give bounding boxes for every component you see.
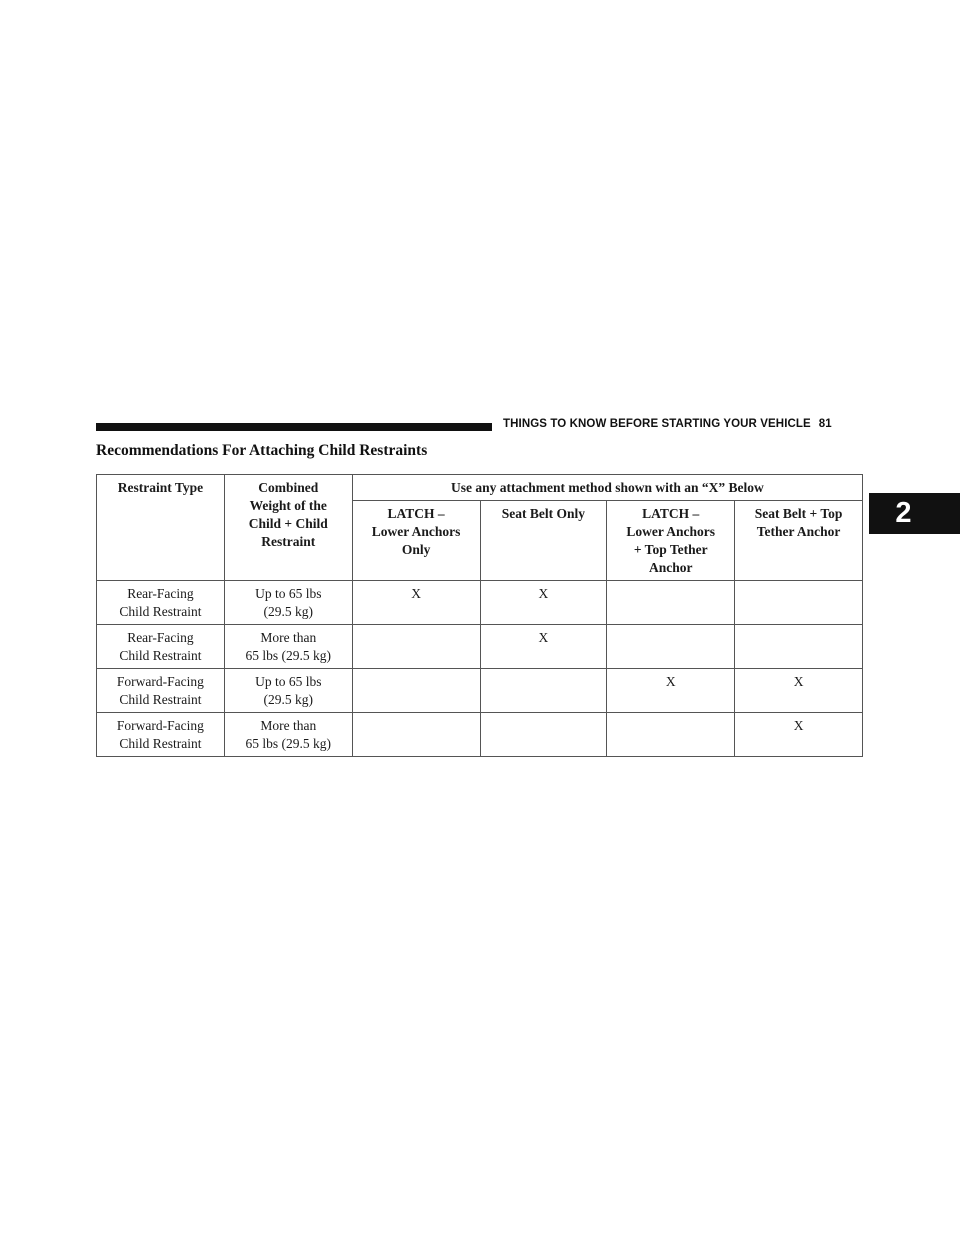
cell-mark-seat-belt: X <box>480 581 607 625</box>
cell-weight: Up to 65 lbs (29.5 kg) <box>224 669 352 713</box>
header-combined-weight: Combined Weight of the Child + Child Restraint <box>224 475 352 581</box>
header-latch-lower-anchors: LATCH – Lower Anchors Only <box>352 501 480 581</box>
section-title: Recommendations For Attaching Child Restraints <box>96 442 428 459</box>
running-title: THINGS TO KNOW BEFORE STARTING YOUR VEHICLE <box>503 418 811 430</box>
running-header <box>503 418 832 430</box>
cell-mark-belt-tether <box>735 581 863 625</box>
cell-mark-latch-tether <box>607 625 735 669</box>
table-row <box>97 713 863 757</box>
cell-mark-seat-belt <box>480 713 607 757</box>
table-row <box>97 669 863 713</box>
table-row <box>97 625 863 669</box>
cell-weight: Up to 65 lbs (29.5 kg) <box>224 581 352 625</box>
header-seat-belt-only: Seat Belt Only <box>480 501 607 581</box>
header-seat-belt-top-tether: Seat Belt + Top Tether Anchor <box>735 501 863 581</box>
cell-mark-belt-tether <box>735 625 863 669</box>
cell-mark-latch-tether <box>607 713 735 757</box>
header-latch-top-tether: LATCH – Lower Anchors + Top Tether Anchor <box>607 501 735 581</box>
cell-mark-latch-lower <box>352 669 480 713</box>
cell-mark-seat-belt: X <box>480 625 607 669</box>
cell-mark-latch-lower <box>352 625 480 669</box>
cell-mark-belt-tether: X <box>735 669 863 713</box>
cell-restraint-type: Rear-Facing Child Restraint <box>97 581 225 625</box>
page-number: 81 <box>818 418 832 430</box>
chapter-tab: 2 <box>869 493 960 534</box>
cell-mark-seat-belt <box>480 669 607 713</box>
cell-restraint-type: Rear-Facing Child Restraint <box>97 625 225 669</box>
table-header-row <box>97 475 863 501</box>
cell-mark-latch-tether <box>607 581 735 625</box>
table-row <box>97 581 863 625</box>
cell-mark-latch-lower <box>352 713 480 757</box>
cell-mark-belt-tether: X <box>735 713 863 757</box>
header-restraint-type: Restraint Type <box>97 475 225 581</box>
cell-restraint-type: Forward-Facing Child Restraint <box>97 669 225 713</box>
header-rule <box>96 423 492 431</box>
cell-weight: More than 65 lbs (29.5 kg) <box>224 713 352 757</box>
cell-mark-latch-lower: X <box>352 581 480 625</box>
cell-mark-latch-tether: X <box>607 669 735 713</box>
cell-weight: More than 65 lbs (29.5 kg) <box>224 625 352 669</box>
cell-restraint-type: Forward-Facing Child Restraint <box>97 713 225 757</box>
restraint-attachment-table <box>96 474 863 757</box>
header-methods-group: Use any attachment method shown with an “X” Below <box>352 475 862 501</box>
